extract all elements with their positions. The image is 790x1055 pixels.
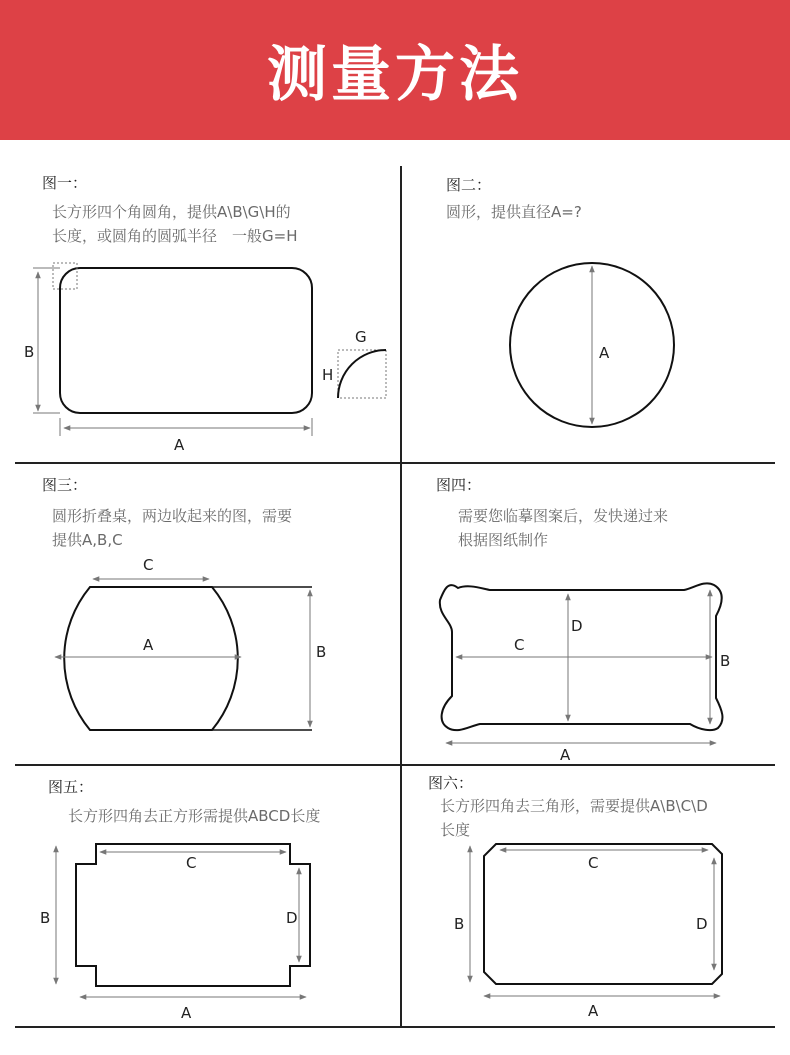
label-a: A bbox=[143, 636, 154, 654]
folding-table-shape bbox=[64, 587, 238, 730]
label-b: B bbox=[454, 915, 465, 933]
chamfered-rectangle-shape bbox=[484, 844, 722, 984]
label-d: D bbox=[571, 617, 583, 635]
divider-row-2 bbox=[15, 764, 775, 766]
panel-3-diagram bbox=[0, 550, 400, 760]
panel-1-label: 图一： bbox=[42, 174, 88, 192]
panel-5-diagram bbox=[0, 830, 400, 1025]
label-c: C bbox=[143, 556, 154, 574]
label-a: A bbox=[599, 344, 610, 362]
label-a: A bbox=[560, 746, 571, 764]
panel-4-diagram bbox=[400, 550, 790, 764]
panel-3-description: 圆形折叠桌，两边收起来的图，需要 提供A,B,C bbox=[52, 507, 293, 549]
panel-6-description: 长方形四角去三角形，需要提供A\B\C\D 长度 bbox=[440, 797, 708, 839]
label-a: A bbox=[174, 436, 185, 454]
label-g: G bbox=[355, 328, 367, 346]
panel-2-diagram bbox=[400, 250, 790, 460]
label-b: B bbox=[24, 343, 35, 361]
panel-1-description: 长方形四个角圆角，提供A\B\G\H的 长度，或圆角的圆弧半径 一般G=H bbox=[52, 203, 298, 245]
title-banner bbox=[0, 0, 790, 140]
label-b: B bbox=[720, 652, 731, 670]
label-c: C bbox=[186, 854, 197, 872]
panel-4-label: 图四： bbox=[436, 476, 482, 494]
panel-4-description: 需要您临摹图案后，发快递过来 根据图纸制作 bbox=[458, 507, 669, 549]
panel-6-diagram bbox=[400, 830, 790, 1025]
label-c: C bbox=[514, 636, 525, 654]
page-title: 测量方法 bbox=[267, 40, 523, 110]
label-b: B bbox=[316, 643, 327, 661]
panel-2-label: 图二： bbox=[446, 176, 492, 194]
label-b: B bbox=[40, 909, 51, 927]
rounded-rectangle-shape bbox=[60, 268, 312, 413]
label-h: H bbox=[322, 366, 334, 384]
panel-3-label: 图三： bbox=[42, 476, 88, 494]
label-c: C bbox=[588, 854, 599, 872]
divider-bottom bbox=[15, 1026, 775, 1028]
label-d: D bbox=[286, 909, 298, 927]
label-a: A bbox=[181, 1004, 192, 1022]
label-d: D bbox=[696, 915, 708, 933]
panel-2-description: 圆形，提供直径A=? bbox=[446, 203, 582, 221]
panel-5-label: 图五： bbox=[48, 778, 94, 796]
panel-1-diagram bbox=[0, 250, 400, 460]
divider-row-1 bbox=[15, 462, 775, 464]
label-a: A bbox=[588, 1002, 599, 1020]
panel-6-label: 图六： bbox=[428, 774, 474, 792]
panel-5-description: 长方形四角去正方形需提供ABCD长度 bbox=[68, 807, 321, 825]
